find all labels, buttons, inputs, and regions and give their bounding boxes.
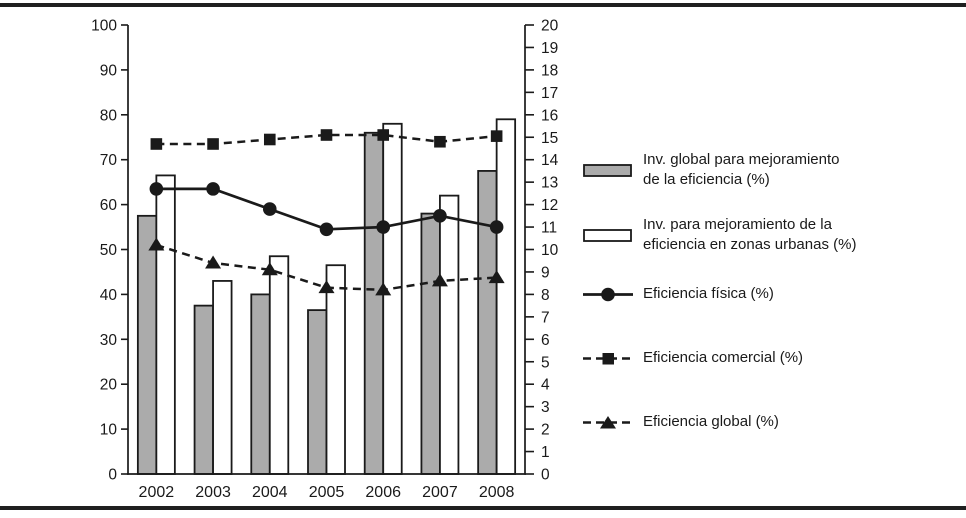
dashed-line-triangle-swatch	[583, 414, 633, 431]
right-axis-tick-label-13: 13	[541, 174, 559, 192]
bar-inv-global-2008	[478, 171, 497, 474]
right-axis-tick-label-2: 2	[541, 421, 550, 439]
bar-inv-zonas-urbanas-2004	[270, 256, 289, 474]
marker-eficiencia-comercial-2004	[264, 134, 276, 146]
bar-inv-zonas-urbanas-2007	[440, 196, 459, 474]
right-axis-tick-label-18: 18	[541, 62, 559, 80]
legend-item-inv-global	[583, 150, 840, 190]
legend-label-line: de la eficiencia (%)	[643, 171, 770, 188]
marker-eficiencia-comercial-2007	[434, 136, 446, 148]
marker-eficiencia-fisica-2002	[150, 182, 164, 196]
x-axis-label-2003: 2003	[195, 484, 231, 501]
marker-eficiencia-fisica-2006	[376, 220, 390, 234]
gray-bar-swatch	[583, 163, 633, 178]
right-axis-tick-label-8: 8	[541, 286, 550, 304]
marker-eficiencia-fisica-2005	[320, 222, 334, 236]
legend-label-line: Eficiencia global (%)	[643, 413, 779, 430]
bar-inv-global-2003	[195, 306, 214, 474]
right-axis-tick-label-17: 17	[541, 84, 559, 102]
square-marker-icon	[603, 353, 615, 365]
bar-inv-zonas-urbanas-2002	[156, 175, 175, 474]
legend-item-eficiencia-global	[583, 412, 779, 432]
dashed-line-square-swatch	[583, 350, 633, 367]
x-axis-label-2007: 2007	[422, 484, 458, 501]
left-axis-tick-label-10: 10	[99, 421, 117, 439]
right-axis-tick-label-12: 12	[541, 197, 559, 215]
bar-inv-global-2006	[365, 133, 384, 474]
bar-inv-global-2007	[421, 214, 440, 474]
bar-inv-zonas-urbanas-2008	[497, 119, 515, 474]
white-bar-swatch	[583, 228, 633, 243]
right-axis-tick-label-4: 4	[541, 376, 550, 394]
marker-eficiencia-fisica-2007	[433, 209, 447, 223]
left-axis-tick-label-90: 90	[99, 62, 117, 80]
x-axis-label-2004: 2004	[251, 484, 288, 501]
marker-eficiencia-comercial-2002	[151, 138, 163, 150]
marker-eficiencia-comercial-2008	[491, 130, 503, 142]
bar-inv-zonas-urbanas-2006	[383, 124, 402, 474]
left-axis-tick-label-20: 20	[99, 376, 117, 394]
marker-eficiencia-comercial-2006	[377, 129, 389, 141]
right-axis-tick-label-11: 11	[541, 219, 558, 237]
right-axis-tick-label-14: 14	[541, 152, 559, 170]
right-axis-tick-label-1: 1	[541, 444, 550, 462]
gray-bar-swatch-rect	[584, 165, 631, 176]
marker-eficiencia-global-2003	[205, 255, 221, 268]
right-axis-tick-label-9: 9	[541, 264, 550, 282]
bar-inv-zonas-urbanas-2005	[327, 265, 346, 474]
right-axis-tick-label-0: 0	[541, 466, 550, 484]
right-axis-tick-label-20: 20	[541, 17, 559, 35]
x-axis-label-2002: 2002	[138, 484, 175, 501]
legend-label-line: Inv. global para mejoramiento	[643, 151, 840, 168]
marker-eficiencia-fisica-2003	[206, 182, 220, 196]
marker-eficiencia-comercial-2003	[207, 138, 219, 150]
legend-item-eficiencia-comercial	[583, 348, 803, 368]
right-axis-tick-label-5: 5	[541, 354, 550, 372]
bar-inv-global-2005	[308, 310, 327, 474]
left-axis-tick-label-30: 30	[99, 331, 117, 349]
legend-label-line: Eficiencia física (%)	[643, 285, 774, 302]
left-axis-tick-label-40: 40	[99, 286, 117, 304]
x-axis-label-2005: 2005	[308, 484, 345, 501]
right-axis-tick-label-10: 10	[541, 242, 559, 259]
legend-label-line: Inv. para mejoramiento de la	[643, 216, 832, 233]
x-axis-label-2008: 2008	[478, 484, 515, 501]
white-bar-swatch-rect	[584, 230, 631, 241]
bar-inv-global-2002	[138, 216, 157, 474]
x-axis-label-2006: 2006	[365, 484, 402, 501]
left-axis-tick-label-60: 60	[99, 197, 117, 215]
right-axis-tick-label-16: 16	[541, 107, 559, 125]
right-axis-tick-label-6: 6	[541, 331, 550, 349]
circle-marker-icon	[601, 287, 615, 301]
right-axis-tick-label-19: 19	[541, 39, 559, 57]
left-axis-tick-label-80: 80	[99, 107, 117, 125]
chart-legend	[583, 0, 963, 518]
right-axis-tick-label-15: 15	[541, 129, 559, 147]
marker-eficiencia-comercial-2005	[321, 129, 333, 141]
left-axis-tick-label-70: 70	[99, 152, 117, 170]
marker-eficiencia-fisica-2004	[263, 202, 277, 216]
left-axis-tick-label-50: 50	[99, 242, 117, 259]
bar-inv-zonas-urbanas-2003	[213, 281, 232, 474]
right-axis-tick-label-7: 7	[541, 309, 550, 327]
legend-item-eficiencia-fisica	[583, 284, 774, 304]
left-axis-tick-label-0: 0	[108, 466, 117, 484]
legend-label-line: eficiencia en zonas urbanas (%)	[643, 236, 857, 253]
legend-label-line: Eficiencia comercial (%)	[643, 349, 804, 366]
legend-item-inv-zonas-urbanas	[583, 215, 856, 255]
right-axis-tick-label-3: 3	[541, 399, 550, 417]
left-axis-tick-label-100: 100	[91, 17, 117, 35]
marker-eficiencia-fisica-2008	[490, 220, 504, 234]
solid-line-circle-swatch	[583, 286, 633, 303]
bar-inv-global-2004	[251, 294, 269, 474]
